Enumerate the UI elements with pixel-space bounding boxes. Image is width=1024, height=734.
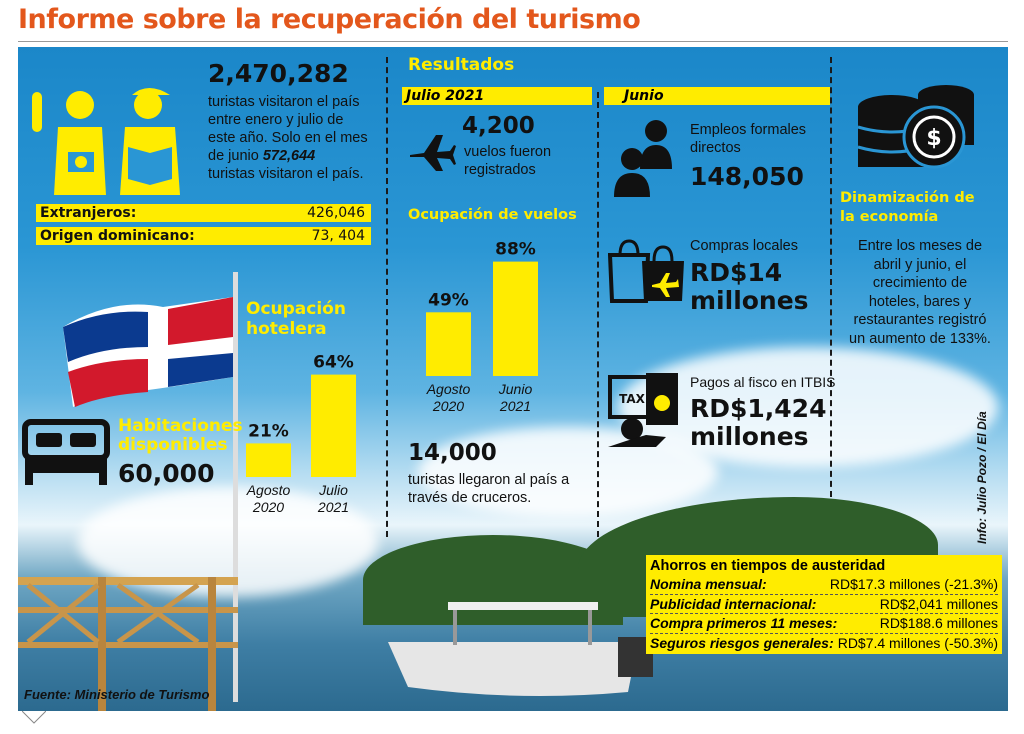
column-divider <box>597 92 599 537</box>
rooms-value: 60,000 <box>118 459 215 488</box>
column-divider <box>830 57 832 497</box>
shopping-bags-icon <box>608 235 686 303</box>
results-heading: Resultados <box>408 55 515 75</box>
tourists-desc-line: este año. Solo en el mes <box>208 130 368 146</box>
itbis-label: Pagos al fisco en ITBIS <box>690 374 836 390</box>
infographic-panel <box>18 47 1008 711</box>
jobs-label-line: directos <box>690 140 741 156</box>
tourists-desc-text: de junio <box>208 148 263 164</box>
june-tag: Junio <box>604 87 830 105</box>
savings-label: Nomina mensual: <box>650 576 767 592</box>
jobs-value: 148,050 <box>690 162 804 191</box>
bar-value-label: 21% <box>248 421 289 442</box>
flights-desc-line: vuelos fueron <box>464 144 552 160</box>
bar-value-label: 64% <box>313 352 354 373</box>
hotel-chart-title-line: Ocupación <box>246 299 346 319</box>
bar <box>246 443 291 477</box>
tourists-desc-line: turistas visitaron el país. <box>208 166 364 182</box>
savings-row <box>650 595 998 615</box>
credit-wrapper <box>972 411 992 547</box>
economy-body-line: Entre los meses de <box>857 238 983 254</box>
savings-row <box>650 575 998 595</box>
local-purchases-label: Compras locales <box>690 238 798 254</box>
tourists-row-foreign <box>36 204 371 222</box>
hotel-chart-title <box>246 299 346 339</box>
flight-occupancy-chart <box>408 230 558 420</box>
rooms-label-line: disponibles <box>118 435 228 455</box>
savings-value: RD$7.4 millones (-50.3%) <box>837 634 998 651</box>
tourists-desc-line: entre enero y julio de <box>208 112 344 128</box>
credit-text: Info: Julio Pozo / El Día <box>975 411 989 544</box>
category-label: Julio <box>319 482 348 498</box>
itbis-value-line: RD$1,424 <box>690 394 827 423</box>
column-divider <box>386 57 388 537</box>
tourists-icon <box>30 87 200 199</box>
cruise-value: 14,000 <box>408 440 497 466</box>
savings-label: Publicidad internacional: <box>650 595 817 612</box>
rooms-label <box>118 417 243 455</box>
bar-chart-svg <box>408 230 558 420</box>
savings-box <box>646 555 1002 654</box>
coins-icon <box>856 77 976 177</box>
tourists-description <box>208 93 368 183</box>
tourists-row-dominican <box>36 227 371 245</box>
savings-value: RD$188.6 millones <box>879 615 998 631</box>
employees-icon <box>610 117 682 197</box>
boat-icon <box>388 602 688 711</box>
jobs-label <box>690 121 806 157</box>
row-label: Origen dominicano: <box>40 228 195 244</box>
local-purchases-value-line: RD$14 <box>690 258 783 287</box>
page-title: Informe sobre la recuperación del turismo <box>18 4 641 35</box>
flights-value: 4,200 <box>462 113 535 139</box>
bed-icon <box>22 419 110 487</box>
economy-body-line: restaurantes registró <box>853 312 987 328</box>
savings-value: RD$2,041 millones <box>879 595 998 612</box>
economy-body-line: hoteles, bares y <box>868 293 972 310</box>
economy-title <box>840 189 975 227</box>
economy-body-line: crecimiento de <box>872 275 968 291</box>
tourists-total: 2,470,282 <box>208 59 349 88</box>
bar-value-label: 49% <box>428 290 469 311</box>
july-tag: Julio 2021 <box>402 87 592 105</box>
flights-chart-title: Ocupación de vuelos <box>408 207 577 223</box>
economy-title-line: la economía <box>840 209 939 225</box>
itbis-value <box>690 395 826 451</box>
row-label: Extranjeros: <box>40 205 137 221</box>
savings-row <box>650 614 998 634</box>
bar <box>493 262 538 376</box>
callout-pointer-icon <box>22 711 46 725</box>
local-purchases-value-line: millones <box>690 286 809 315</box>
savings-value: RD$17.3 millones (-21.3%) <box>829 576 998 592</box>
cruise-desc-line: través de cruceros. <box>408 490 532 506</box>
category-label: Agosto <box>426 381 471 397</box>
flights-desc-line: registrados <box>464 162 536 178</box>
bar-value-label: 88% <box>495 239 536 260</box>
rooms-label-line: Habitaciones <box>118 416 243 436</box>
cruise-desc-line: turistas llegaron al país a <box>408 472 570 488</box>
category-label: Agosto <box>246 482 291 498</box>
svg-text:$: $ <box>926 126 942 151</box>
category-label: 2021 <box>499 398 532 414</box>
tourists-june-value: 572,644 <box>262 148 316 164</box>
hotel-occupancy-chart <box>233 347 373 527</box>
title-divider <box>18 41 1008 42</box>
savings-label: Compra primeros 11 meses: <box>650 615 838 631</box>
economy-title-line: Dinamización de <box>840 190 975 206</box>
economy-body-line: un aumento de 133%. <box>849 330 991 347</box>
cruise-description <box>408 471 569 507</box>
tax-icon-label: TAX <box>619 392 645 406</box>
tax-payment-icon <box>606 369 686 449</box>
tourists-desc-line: turistas visitaron el país <box>208 94 360 110</box>
source-text: Fuente: Ministerio de Turismo <box>24 687 210 702</box>
tourists-desc-line <box>208 147 368 165</box>
jobs-label-line: Empleos formales <box>690 122 807 138</box>
savings-heading: Ahorros en tiempos de austeridad <box>650 558 886 574</box>
hotel-chart-title-line: hotelera <box>246 319 327 339</box>
row-value: 426,046 <box>307 205 365 221</box>
bar <box>426 312 471 376</box>
category-label: 2021 <box>317 499 350 515</box>
bar <box>311 375 356 477</box>
local-purchases-value <box>690 259 809 315</box>
economy-body <box>840 237 1000 348</box>
category-label: Junio <box>498 381 533 397</box>
savings-row <box>650 634 998 653</box>
itbis-value-line: millones <box>690 422 809 451</box>
economy-body-line: abril y junio, el <box>873 256 967 273</box>
savings-label: Seguros riesgos generales: <box>650 634 834 651</box>
bar-chart-svg <box>233 347 373 527</box>
category-label: 2020 <box>252 499 285 515</box>
row-value: 73, 404 <box>311 228 365 244</box>
category-label: 2020 <box>432 398 465 414</box>
airplane-icon <box>406 127 456 171</box>
flights-description <box>464 143 551 179</box>
